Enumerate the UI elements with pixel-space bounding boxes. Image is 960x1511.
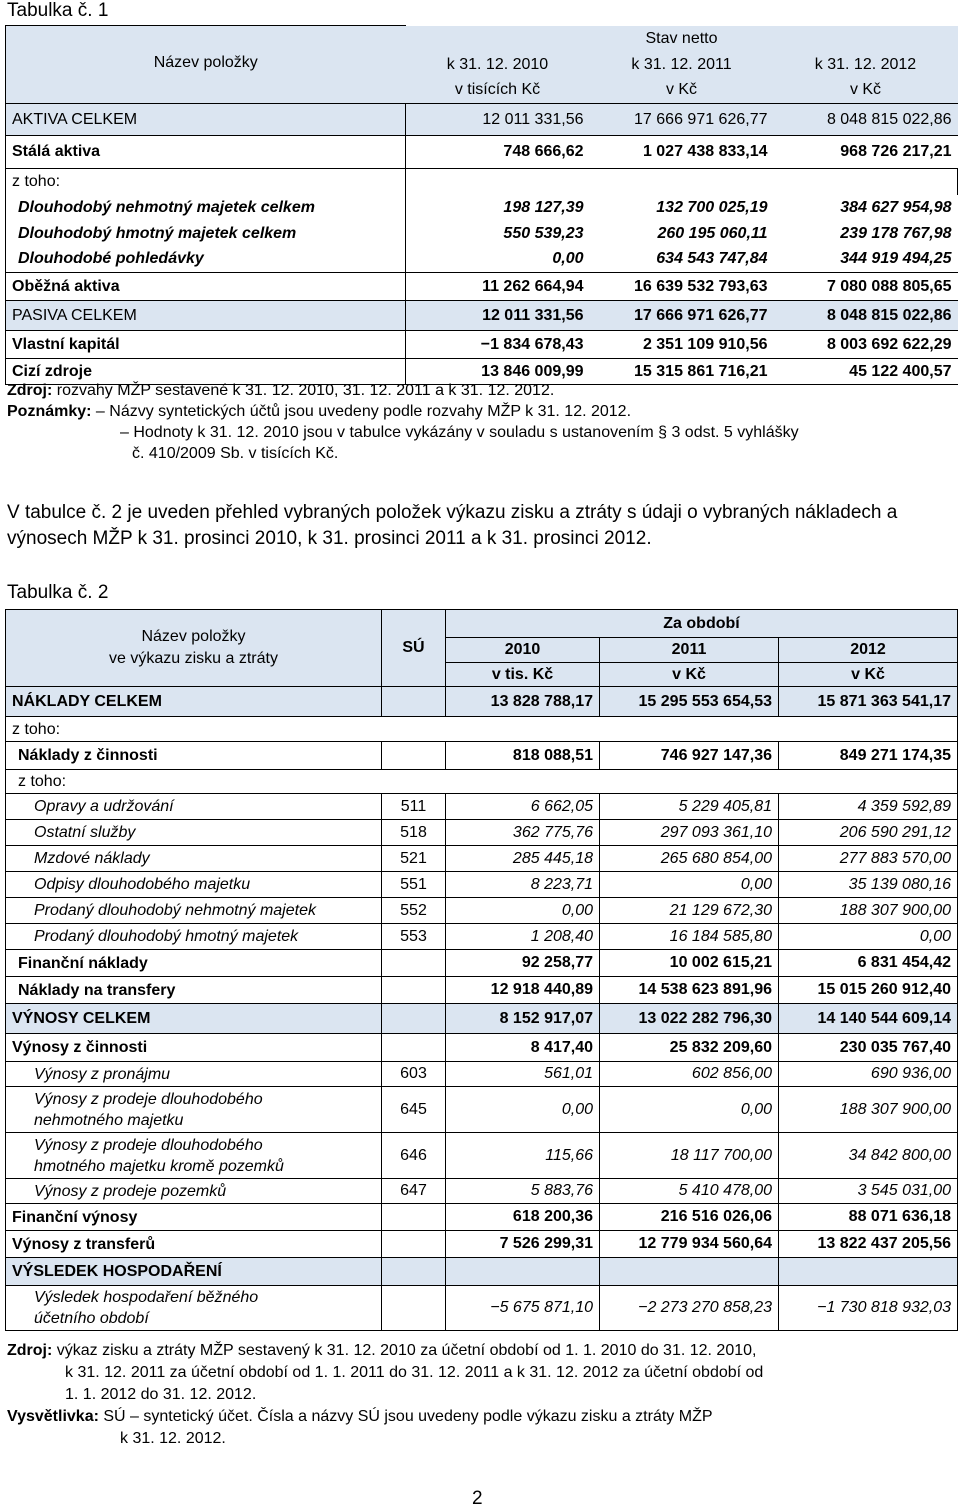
- value-cell: 297 093 361,10: [600, 820, 779, 846]
- row-label: [6, 770, 958, 794]
- value-cell: [779, 1258, 958, 1286]
- value-cell: 188 307 900,00: [779, 898, 958, 924]
- value-cell: 18 117 700,00: [600, 1133, 779, 1179]
- row-label: Dlouhodobé pohledávky: [6, 247, 406, 273]
- value-cell: 1 027 438 833,14: [590, 136, 774, 169]
- row-label: [6, 742, 382, 770]
- row-label-text: Výnosy z činnosti: [12, 1039, 148, 1056]
- value-cell: 6 831 454,42: [779, 950, 958, 977]
- value-cell: 8 048 815 022,86: [774, 301, 958, 331]
- value-cell: 3 545 031,00: [779, 1179, 958, 1204]
- table-row: [6, 1231, 958, 1258]
- t2-header-unit: v Kč: [779, 663, 958, 687]
- value-cell: 0,00: [779, 924, 958, 950]
- su-cell: 647: [382, 1179, 446, 1204]
- t1-header-col: k 31. 12. 2011: [631, 55, 732, 73]
- value-cell: 550 539,23: [503, 224, 584, 242]
- row-label: [6, 1034, 382, 1062]
- value-cell: 13 846 009,99: [406, 359, 590, 385]
- row-label-text: Výnosy z prodeje dlouhodobého: [34, 1136, 263, 1154]
- table-row: [6, 872, 958, 898]
- row-label-text: Finanční náklady: [18, 954, 148, 972]
- value-cell: 690 936,00: [779, 1062, 958, 1087]
- table-row: [6, 898, 958, 924]
- value-cell: 748 666,62: [406, 136, 590, 169]
- table-row: [6, 273, 958, 301]
- table-row: [6, 1258, 958, 1286]
- table-row: [6, 1004, 958, 1034]
- table2: [5, 609, 958, 1331]
- row-label-text: nehmotného majetku: [34, 1111, 184, 1129]
- row-label: Dlouhodobý nehmotný majetek celkem: [6, 195, 406, 221]
- value-cell: 15 871 363 541,17: [779, 687, 958, 717]
- value-cell: 13 828 788,17: [446, 687, 600, 717]
- value-cell: 362 775,76: [446, 820, 600, 846]
- value-cell: 16 639 532 793,63: [590, 273, 774, 301]
- row-label-text: Výnosy z pronájmu: [34, 1065, 171, 1083]
- value-cell: 344 919 494,25: [840, 250, 952, 268]
- su-cell: 603: [382, 1062, 446, 1087]
- value-cell: 34 842 800,00: [779, 1133, 958, 1179]
- value-cell: 11 262 664,94: [406, 273, 590, 301]
- table-row: [6, 136, 958, 169]
- su-cell: [382, 977, 446, 1004]
- row-label: Oběžná aktiva: [6, 273, 406, 301]
- table-row: [6, 924, 958, 950]
- su-cell: [382, 950, 446, 977]
- value-cell: 14 140 544 609,14: [779, 1004, 958, 1034]
- value-cell: 35 139 080,16: [779, 872, 958, 898]
- value-cell: 21 129 672,30: [600, 898, 779, 924]
- row-label-text: Náklady z činnosti: [18, 747, 158, 764]
- row-label: [6, 1286, 382, 1331]
- table-row: [6, 247, 958, 273]
- value-cell: 16 184 585,80: [600, 924, 779, 950]
- value-cell: 15 295 553 654,53: [600, 687, 779, 717]
- t1-note2: – Hodnoty k 31. 12. 2010 jsou v tabulce vykázány v souladu s ustanovením § 3 odst. 5 vyhlášky: [120, 424, 799, 441]
- row-label-text: Výnosy z transferů: [12, 1235, 156, 1253]
- value-cell: 15 015 260 912,40: [779, 977, 958, 1004]
- table-row: [6, 820, 958, 846]
- value-cell: 15 315 861 716,21: [590, 359, 774, 385]
- value-cell: 12 011 331,56: [406, 301, 590, 331]
- row-label: [6, 977, 382, 1004]
- value-cell: 618 200,36: [446, 1204, 600, 1231]
- value-cell: 5 883,76: [446, 1179, 600, 1204]
- su-cell: [382, 1204, 446, 1231]
- value-cell: 5 410 478,00: [600, 1179, 779, 1204]
- empty-cell: [406, 169, 958, 195]
- table-row: [6, 1133, 958, 1179]
- table1: [5, 25, 958, 385]
- value-cell: 206 590 291,12: [779, 820, 958, 846]
- su-cell: 518: [382, 820, 446, 846]
- row-label: [6, 1231, 382, 1258]
- table1-caption: Tabulka č. 1: [7, 0, 109, 21]
- row-label: [6, 950, 382, 977]
- row-label-text: účetního období: [34, 1310, 149, 1327]
- t2-source-l3: 1. 1. 2012 do 31. 12. 2012.: [65, 1386, 257, 1403]
- value-cell: 818 088,51: [446, 742, 600, 770]
- row-label: [6, 687, 382, 717]
- value-cell: 8 223,71: [446, 872, 600, 898]
- table-row: [6, 1204, 958, 1231]
- value-cell: 277 883 570,00: [779, 846, 958, 872]
- value-cell: 45 122 400,57: [774, 359, 958, 385]
- row-label: [6, 1179, 382, 1204]
- su-cell: [382, 1231, 446, 1258]
- value-cell: 88 071 636,18: [779, 1204, 958, 1231]
- paragraph: V tabulce č. 2 je uveden přehled vybraných položek výkazu zisku a ztráty s údaji o vybraných nákladech a výnosech MŽP k 31. prosinci 2010, k 31. prosinci 2011 a k 31. prosinci 2012.: [7, 502, 898, 549]
- value-cell: 8 417,40: [446, 1034, 600, 1062]
- su-cell: [382, 742, 446, 770]
- row-label: Stálá aktiva: [6, 136, 406, 169]
- value-cell: 602 856,00: [600, 1062, 779, 1087]
- value-cell: 10 002 615,21: [600, 950, 779, 977]
- value-cell: 849 271 174,35: [779, 742, 958, 770]
- row-label: [6, 898, 382, 924]
- value-cell: 17 666 971 626,77: [590, 104, 774, 136]
- t1-header-name: Název položky: [6, 26, 406, 104]
- value-cell: 968 726 217,21: [774, 136, 958, 169]
- table2-caption: Tabulka č. 2: [7, 582, 109, 603]
- value-cell: 230 035 767,40: [779, 1034, 958, 1062]
- value-cell: 13 022 282 796,30: [600, 1004, 779, 1034]
- row-label: [6, 1258, 382, 1286]
- value-cell: 265 680 854,00: [600, 846, 779, 872]
- value-cell: 285 445,18: [446, 846, 600, 872]
- row-label-text: Finanční výnosy: [12, 1208, 138, 1226]
- row-label: [6, 924, 382, 950]
- value-cell: 239 178 767,98: [840, 224, 952, 242]
- t2-header-year: 2012: [779, 638, 958, 663]
- t2-explanation-l2: k 31. 12. 2012.: [120, 1430, 226, 1447]
- value-cell: 115,66: [446, 1133, 600, 1179]
- value-cell: −5 675 871,10: [446, 1286, 600, 1331]
- table-row: [6, 195, 958, 221]
- value-cell: 0,00: [600, 1087, 779, 1133]
- su-cell: 552: [382, 898, 446, 924]
- row-label-text: VÝNOSY CELKEM: [12, 1010, 151, 1027]
- row-label: [6, 1004, 382, 1034]
- value-cell: 7 526 299,31: [446, 1231, 600, 1258]
- table-row: [6, 301, 958, 331]
- row-label-text: hmotného majetku kromě pozemků: [34, 1157, 284, 1175]
- t1-header-unit: v Kč: [849, 81, 882, 99]
- table-row: [6, 950, 958, 977]
- table-row: [6, 794, 958, 820]
- value-cell: 2 351 109 910,56: [590, 331, 774, 359]
- su-cell: 553: [382, 924, 446, 950]
- row-label-text: VÝSLEDEK HOSPODAŘENÍ: [12, 1263, 222, 1280]
- value-cell: 12 918 440,89: [446, 977, 600, 1004]
- value-cell: 5 229 405,81: [600, 794, 779, 820]
- table-row: [6, 1286, 958, 1331]
- row-label-text: NÁKLADY CELKEM: [12, 693, 162, 710]
- t2-header-year: 2011: [600, 638, 779, 663]
- row-label: Vlastní kapitál: [6, 331, 406, 359]
- row-label-text: Prodaný dlouhodobý hmotný majetek: [34, 928, 299, 945]
- row-label: z toho:: [6, 169, 406, 195]
- value-cell: 188 307 900,00: [779, 1087, 958, 1133]
- value-cell: 0,00: [446, 1087, 600, 1133]
- row-label-text: Výnosy z prodeje dlouhodobého: [34, 1090, 263, 1108]
- row-label-text: Náklady na transfery: [18, 981, 176, 999]
- value-cell: 25 832 209,60: [600, 1034, 779, 1062]
- table-row: [6, 1179, 958, 1204]
- su-cell: 551: [382, 872, 446, 898]
- value-cell: 14 538 623 891,96: [600, 977, 779, 1004]
- table-row: [6, 1087, 958, 1133]
- t2-header-year: 2010: [446, 638, 600, 663]
- table-row: [6, 104, 958, 136]
- table-row: [6, 717, 958, 742]
- su-cell: [382, 687, 446, 717]
- value-cell: 384 627 954,98: [840, 198, 952, 216]
- su-cell: 511: [382, 794, 446, 820]
- value-cell: 746 927 147,36: [600, 742, 779, 770]
- value-cell: −1 834 678,43: [406, 331, 590, 359]
- value-cell: 8 152 917,07: [446, 1004, 600, 1034]
- page-number: 2: [472, 1488, 483, 1509]
- su-cell: 645: [382, 1087, 446, 1133]
- value-cell: −1 730 818 932,03: [779, 1286, 958, 1331]
- value-cell: 260 195 060,11: [657, 224, 768, 242]
- row-label-text: Opravy a udržování: [34, 798, 174, 815]
- value-cell: 0,00: [446, 898, 600, 924]
- t2-source-l2: k 31. 12. 2011 za účetní období od 1. 1. 2011 do 31. 12. 2011 a k 31. 12. 2012 za účetní období od: [65, 1364, 764, 1381]
- table-row: [6, 977, 958, 1004]
- su-cell: [382, 1004, 446, 1034]
- value-cell: 12 011 331,56: [406, 104, 590, 136]
- value-cell: [600, 1258, 779, 1286]
- t1-header-stav: Stav netto: [645, 29, 718, 47]
- table-row: [6, 687, 958, 717]
- row-label: Cizí zdroje: [6, 359, 406, 385]
- t2-header-su: SÚ: [382, 610, 446, 687]
- table-row: [6, 331, 958, 359]
- value-cell: 12 779 934 560,64: [600, 1231, 779, 1258]
- table-row: [6, 1034, 958, 1062]
- value-cell: −2 273 270 858,23: [600, 1286, 779, 1331]
- value-cell: 1 208,40: [446, 924, 600, 950]
- row-label-text: z toho:: [18, 773, 67, 790]
- table-row: [6, 1062, 958, 1087]
- value-cell: 6 662,05: [446, 794, 600, 820]
- t2-header-unit: v Kč: [600, 663, 779, 687]
- value-cell: 8 048 815 022,86: [774, 104, 958, 136]
- su-cell: [382, 1258, 446, 1286]
- value-cell: 8 003 692 622,29: [774, 331, 958, 359]
- value-cell: 13 822 437 205,56: [779, 1231, 958, 1258]
- value-cell: 92 258,77: [446, 950, 600, 977]
- value-cell: [446, 1258, 600, 1286]
- value-cell: 132 700 025,19: [656, 198, 768, 216]
- su-cell: 521: [382, 846, 446, 872]
- value-cell: 634 543 747,84: [656, 250, 768, 268]
- row-label: [6, 794, 382, 820]
- row-label: [6, 1062, 382, 1087]
- value-cell: 216 516 026,06: [600, 1204, 779, 1231]
- row-label-text: Mzdové náklady: [34, 850, 150, 867]
- row-label: [6, 717, 958, 742]
- row-label-text: Prodaný dlouhodobý nehmotný majetek: [34, 902, 316, 919]
- table-row: [6, 742, 958, 770]
- t1-header-col: k 31. 12. 2010: [446, 55, 549, 73]
- row-label: AKTIVA CELKEM: [6, 104, 406, 136]
- t1-header-unit: v Kč: [665, 81, 698, 99]
- t1-header-col: k 31. 12. 2012: [814, 55, 917, 73]
- row-label-text: Výnosy z prodeje pozemků: [34, 1182, 227, 1200]
- row-label: [6, 846, 382, 872]
- t1-header-unit: v tisících Kč: [454, 81, 541, 99]
- value-cell: 0,00: [600, 872, 779, 898]
- value-cell: 0,00: [552, 250, 584, 268]
- t2-source: Zdroj: výkaz zisku a ztráty MŽP sestavený k 31. 12. 2010 za účetní období od 1. 1. 2010 do 31. 12. 2010,: [7, 1342, 757, 1359]
- t1-note2b: č. 410/2009 Sb. v tisících Kč.: [132, 445, 339, 462]
- su-cell: [382, 1034, 446, 1062]
- table-row: [6, 846, 958, 872]
- row-label-text: z toho:: [12, 720, 61, 738]
- row-label: [6, 1133, 382, 1179]
- row-label-text: Odpisy dlouhodobého majetku: [34, 876, 251, 893]
- row-label-text: Ostatní služby: [34, 824, 136, 841]
- row-label-text: Výsledek hospodaření běžného: [34, 1289, 259, 1306]
- table-row: [6, 221, 958, 247]
- row-label: PASIVA CELKEM: [6, 301, 406, 331]
- t2-header-name: Název položky ve výkazu zisku a ztráty: [6, 610, 382, 687]
- t2-explanation: Vysvětlivka: SÚ – syntetický účet. Čísla a názvy SÚ jsou uvedeny podle výkazu zisku a ztráty MŽP: [7, 1408, 713, 1425]
- table-row: [6, 770, 958, 794]
- t1-notes: Poznámky: – Názvy syntetických účtů jsou uvedeny podle rozvahy MŽP k 31. 12. 2012.: [7, 403, 632, 420]
- value-cell: 4 359 592,89: [779, 794, 958, 820]
- row-label: [6, 820, 382, 846]
- row-label: [6, 1204, 382, 1231]
- value-cell: 561,01: [446, 1062, 600, 1087]
- table-row: [6, 169, 958, 195]
- row-label: Dlouhodobý hmotný majetek celkem: [6, 221, 406, 247]
- value-cell: 17 666 971 626,77: [590, 301, 774, 331]
- value-cell: 7 080 088 805,65: [774, 273, 958, 301]
- su-cell: 646: [382, 1133, 446, 1179]
- row-label: [6, 1087, 382, 1133]
- su-cell: [382, 1286, 446, 1331]
- value-cell: 198 127,39: [503, 198, 584, 216]
- t1-source: Zdroj: rozvahy MŽP sestavené k 31. 12. 2010, 31. 12. 2011 a k 31. 12. 2012.: [7, 382, 555, 399]
- row-label: [6, 872, 382, 898]
- t2-header-period: Za období: [446, 610, 958, 638]
- t2-header-unit: v tis. Kč: [446, 663, 600, 687]
